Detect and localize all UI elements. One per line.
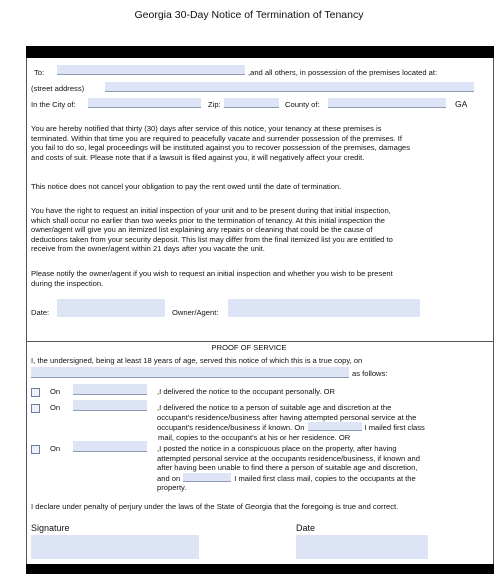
option2-line: [157, 422, 487, 433]
notice-line: Please notify the owner/agent if you wish to request an initial inspection and whether you wish to be present: [31, 269, 393, 278]
street-address-label: (street address): [31, 84, 85, 93]
notice-paragraph-4: [31, 269, 491, 288]
option3-date-field[interactable]: [73, 441, 147, 452]
notice-line: deductions taken from your security deposit. This list may differ from the final itemized list you are entitled to: [31, 234, 393, 244]
option1-date-field[interactable]: [73, 384, 147, 395]
option3-line: property.: [157, 483, 187, 493]
signature-date-field[interactable]: [296, 535, 428, 559]
notice-line: receive from the owner/agent within 21 days after you vacate the unit.: [31, 244, 265, 254]
option2-line: mail, copies to the occupant's at his or her residence. OR: [158, 432, 351, 442]
substitute-delivery-checkbox[interactable]: [31, 404, 40, 413]
zip-field[interactable]: [224, 98, 279, 108]
option2-on-label: On: [50, 403, 61, 412]
notice-date-field[interactable]: [57, 299, 165, 317]
notice-line: which shall occur no earlier than two weeks prior to the termination of tenancy. At this initial inspection the: [31, 215, 385, 225]
to-tail-text: ,and all others, in possession of the premises located at:: [248, 68, 438, 77]
declaration-text: I declare under penalty of perjury under the laws of the State of Georgia that the foregoing is true and correct.: [31, 502, 399, 511]
signature-label: Signature: [31, 523, 70, 533]
option2-mail-date-field[interactable]: [308, 422, 362, 431]
option1-on-label: On: [50, 387, 61, 396]
notice-line: owner/agent will give you an itemized list explaining any repairs or cleaning that could be the cause of: [31, 225, 373, 235]
option3-mailed-text: I mailed first class mail, copies to the occupants at the: [234, 473, 416, 483]
notice-line: you fail to do so, legal proceedings will be instituted against you to recover possession of the premises, damages: [31, 143, 411, 153]
option3-line: ,I posted the notice in a conspicuous place on the property, after having: [157, 444, 397, 453]
county-field[interactable]: [328, 98, 446, 108]
option3-line: after having been unable to find there a person of suitable age and discretion,: [157, 463, 418, 473]
tenant-name-field[interactable]: [57, 65, 245, 75]
section-divider: [26, 341, 494, 342]
street-address-field[interactable]: [105, 82, 474, 92]
proof-heading: PROOF OF SERVICE: [211, 343, 287, 352]
footer-bar: [26, 564, 494, 574]
personal-delivery-checkbox[interactable]: [31, 388, 40, 397]
to-label: To:: [34, 68, 45, 77]
signature-field[interactable]: [31, 535, 199, 559]
option3-text: [157, 444, 487, 493]
option2-on-text: occupant's residence/business if known. On: [157, 423, 305, 433]
owner-agent-label: Owner/Agent:: [172, 308, 219, 317]
notice-line: You are hereby notified that thirty (30) days after service of this notice, your tenancy at these premises is: [31, 124, 382, 133]
state-label: GA: [455, 99, 468, 109]
option2-mailed-text: I mailed first class: [364, 423, 425, 433]
zip-label: Zip:: [208, 100, 221, 109]
option2-line: ,I delivered the notice to a person of suitable age and discretion at the: [157, 403, 392, 412]
option1-text: ,I delivered the notice to the occupant personally. OR: [157, 387, 335, 396]
county-label: County of:: [285, 100, 320, 109]
notice-paragraph-1: [31, 124, 491, 162]
option2-line: occupant's residence/business after having attempted personal service at the: [157, 412, 417, 422]
notice-paragraph-3: [31, 206, 491, 254]
option2-text: [157, 403, 487, 442]
signature-date-label: Date: [296, 523, 316, 533]
header-bar: [26, 46, 494, 58]
service-date-field[interactable]: [31, 367, 349, 378]
proof-intro: I, the undersigned, being at least 18 years of age, served this notice of which this is a true copy, on: [31, 356, 363, 365]
city-field[interactable]: [88, 98, 201, 108]
option3-mail-date-field[interactable]: [183, 473, 231, 482]
option2-date-field[interactable]: [73, 400, 147, 411]
page-title: Georgia 30-Day Notice of Termination of Tenancy: [134, 9, 364, 21]
option3-on-label: On: [50, 444, 61, 453]
option3-and-on-text: and on: [157, 473, 181, 483]
notice-line: during the inspection.: [31, 278, 104, 288]
owner-agent-field[interactable]: [228, 299, 420, 317]
as-follows-label: as follows:: [352, 369, 388, 378]
notice-paragraph-2: This notice does not cancel your obligation to pay the rent owed until the date of termination.: [31, 182, 342, 191]
option3-line: attempted personal service at the occupants residence/business, if known and: [157, 453, 420, 463]
notice-line: and costs of suit. Please note that if a lawsuit is filed against you, it will negatively affect your credit.: [31, 152, 365, 162]
notice-line: terminated. Within that time you are required to peacefully vacate and surrender possession of the premises. If: [31, 133, 403, 143]
option3-line: [157, 473, 487, 484]
city-label: In the City of:: [31, 100, 76, 109]
notice-line: You have the right to request an initial inspection of your unit and to be present during that initial inspection,: [31, 206, 391, 215]
notice-date-label: Date:: [31, 308, 50, 317]
posted-notice-checkbox[interactable]: [31, 445, 40, 454]
